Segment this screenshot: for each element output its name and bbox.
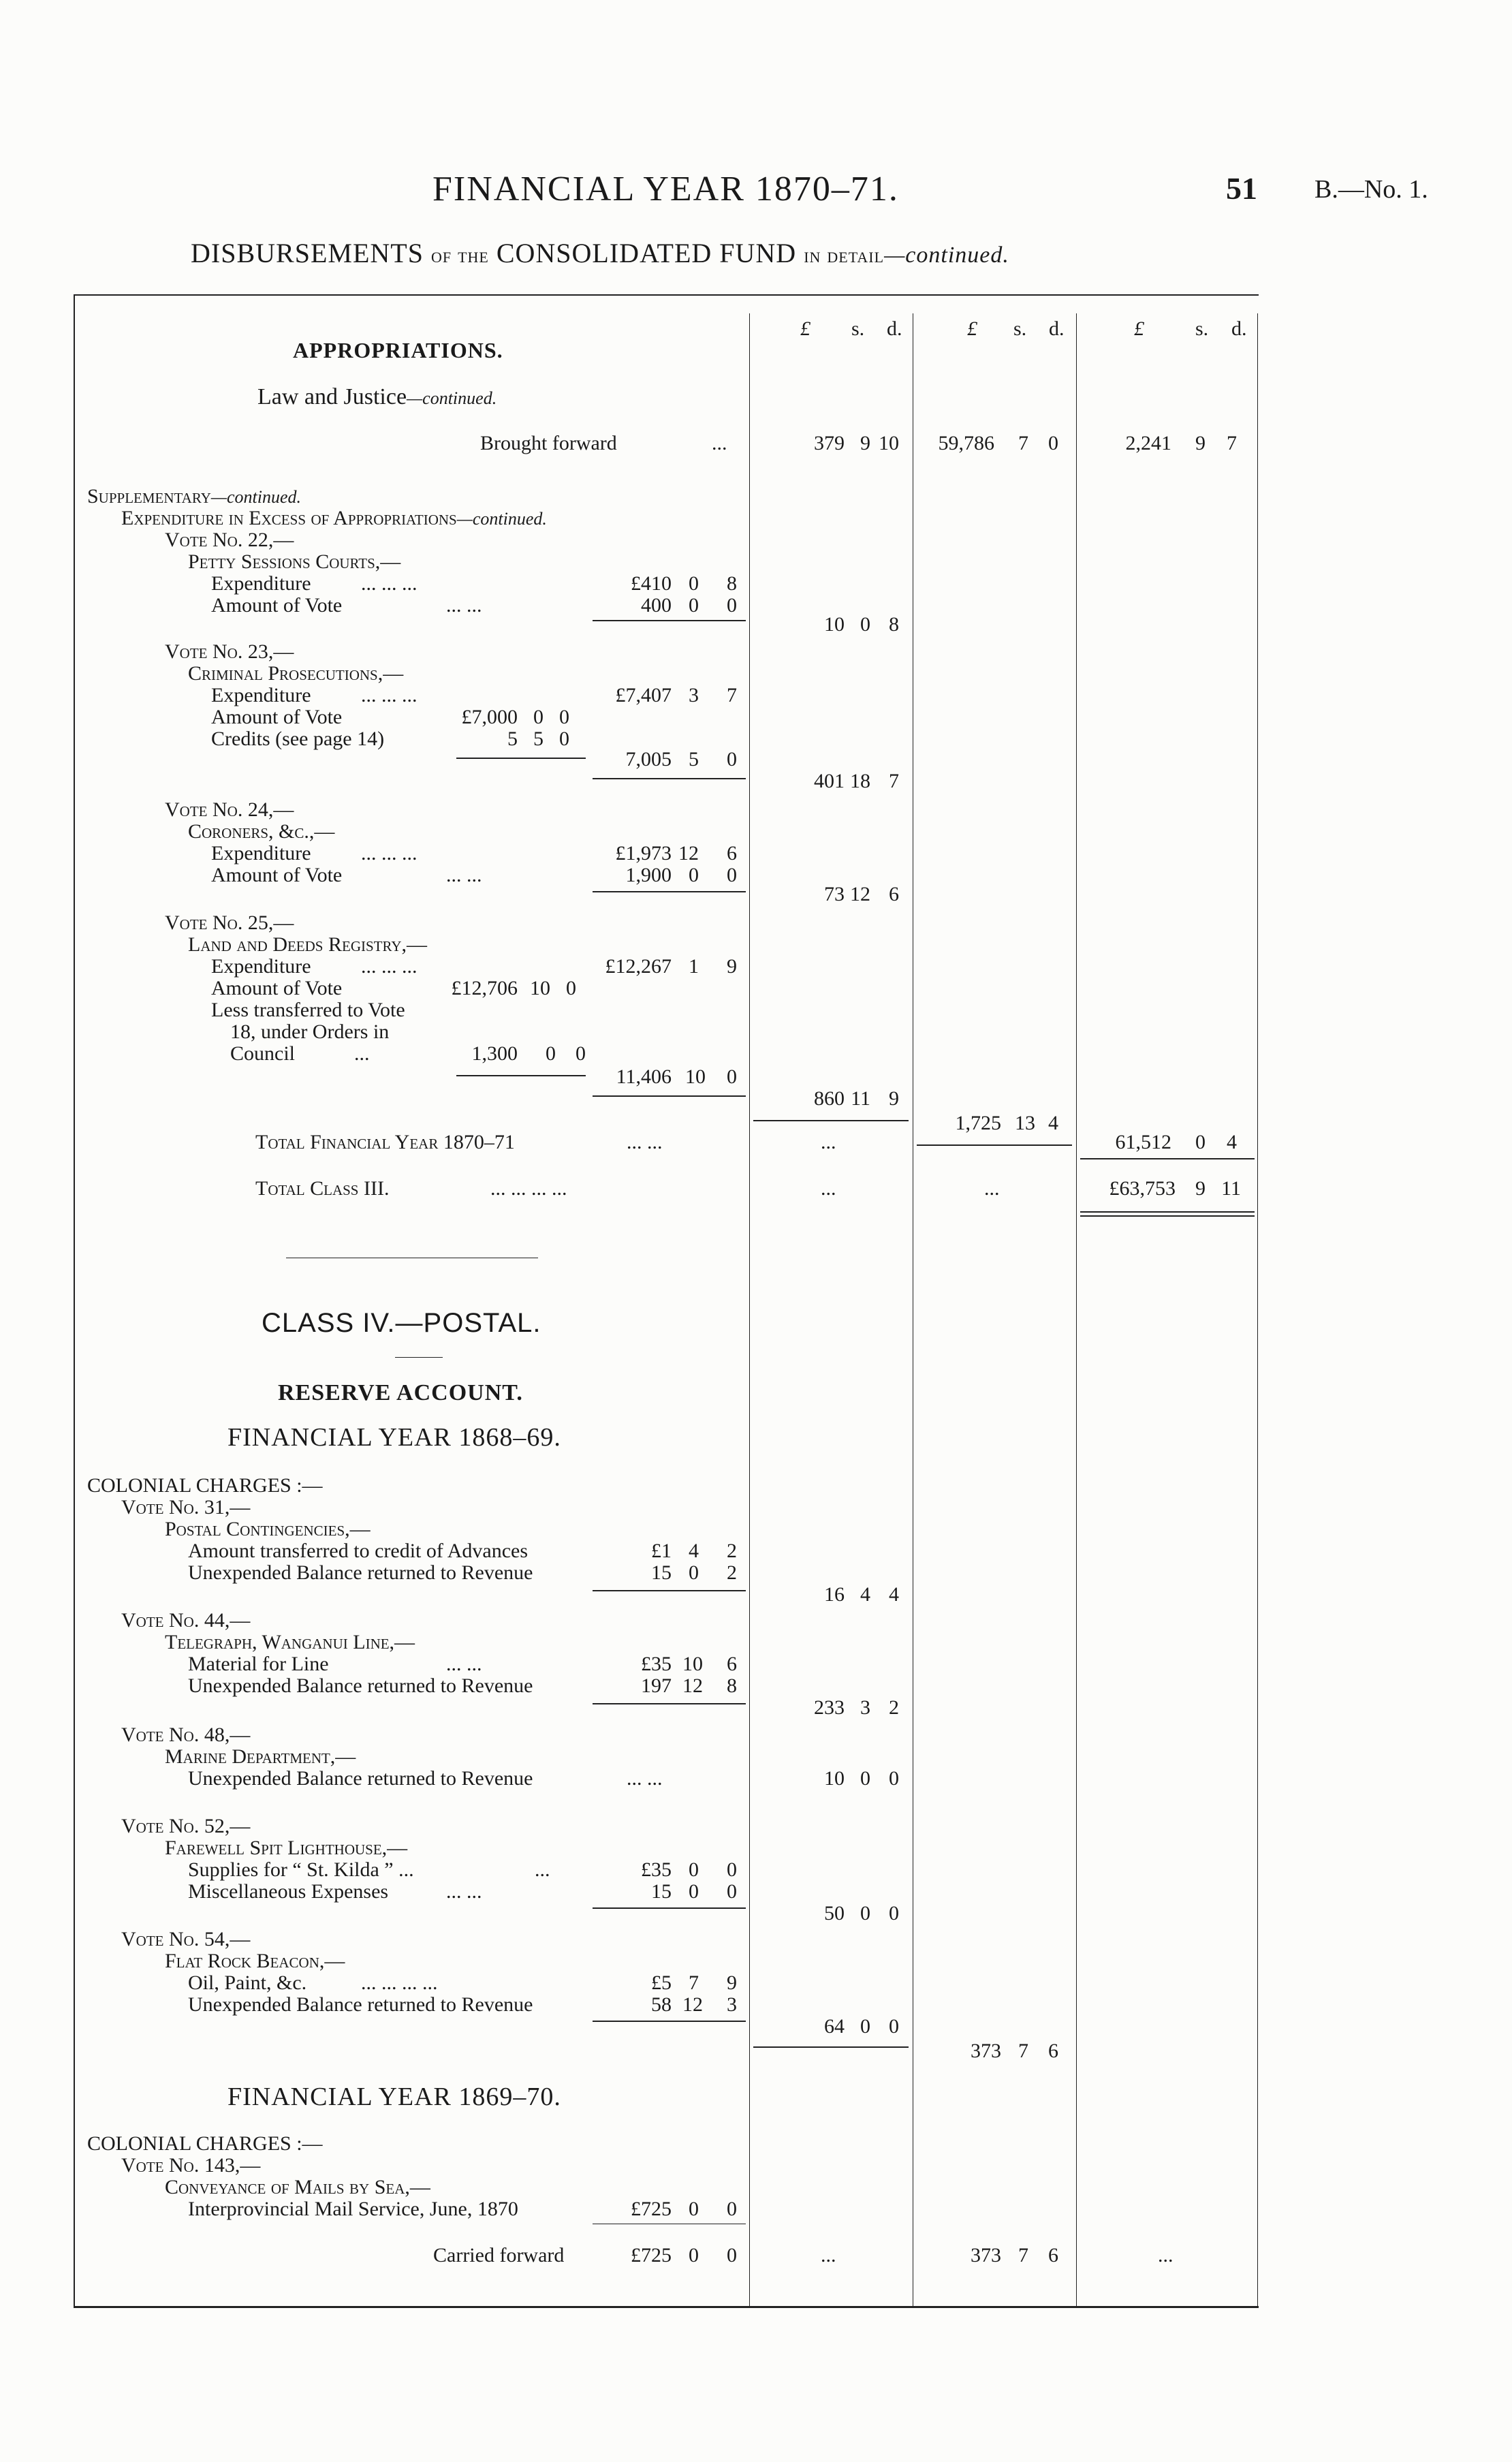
vote23-net-pounds: 7,005 xyxy=(625,748,672,770)
vote23-expenditure-pounds: £7,407 xyxy=(615,684,672,706)
vote143-line1: Interprovincial Mail Service, June, 1870 xyxy=(188,2198,518,2220)
table-bottom-rule xyxy=(74,2306,1259,2308)
col3-pence-head: d. xyxy=(1231,317,1247,340)
vote52-line2-pounds: 15 xyxy=(651,1880,672,1903)
vote31-line2-shillings: 0 xyxy=(689,1561,699,1584)
vote23-result-pence: 7 xyxy=(889,770,899,792)
fy-1869-heading: FINANCIAL YEAR 1869–70. xyxy=(227,2083,561,2111)
vote23-amount-vote-pence: 0 xyxy=(559,706,569,728)
vote44-line2-pence: 8 xyxy=(727,1674,737,1697)
vote52-line2-shillings: 0 xyxy=(689,1880,699,1903)
colonial-charges-label: COLONIAL CHARGES :— xyxy=(87,1474,323,1497)
carried-forward-col2-pounds: 373 xyxy=(971,2244,1001,2266)
vote25-result-pence: 9 xyxy=(889,1087,899,1110)
vote44-line1: Material for Line xyxy=(188,1653,329,1675)
vote23-inner-rule xyxy=(456,758,586,759)
vote23-expenditure-dots: ... ... ... xyxy=(361,684,418,706)
total-class-col3-shillings: 9 xyxy=(1195,1177,1206,1200)
vote52-rule xyxy=(593,1907,746,1909)
vote25-amount-vote-shillings: 10 xyxy=(530,977,550,999)
vote52-line1-shillings: 0 xyxy=(689,1858,699,1881)
col1-postal-subtotal-rule xyxy=(753,2046,909,2048)
vote25-result-shillings: 11 xyxy=(851,1087,870,1110)
vote25-less-dots: ... xyxy=(354,1042,370,1065)
vote24-amount-vote-pence: 0 xyxy=(727,864,737,886)
carried-forward-shillings: 0 xyxy=(689,2244,699,2266)
vote44-result-pence: 2 xyxy=(889,1696,899,1719)
vote24-expenditure-pounds: £1,973 xyxy=(615,842,672,864)
vote31-line1-pence: 2 xyxy=(727,1540,737,1562)
class4-heading: CLASS IV.—POSTAL. xyxy=(262,1308,541,1338)
vote22-rule xyxy=(593,620,746,621)
vote54-line1-pence: 9 xyxy=(727,1972,737,1994)
vote22-result-pounds: 10 xyxy=(824,613,845,636)
appropriations-heading: APPROPRIATIONS. xyxy=(293,338,503,362)
col1-pounds-head: £ xyxy=(800,317,810,340)
col3-double-rule-2 xyxy=(1080,1215,1255,1217)
bf-col2-pence: 0 xyxy=(1048,432,1058,454)
vote52-line2-dots: ... ... xyxy=(446,1880,482,1903)
vote52-result-shillings: 0 xyxy=(860,1902,870,1925)
vote23-result-shillings: 18 xyxy=(850,770,870,792)
vote25-expenditure-label: Expenditure xyxy=(211,955,311,978)
vote31-result-shillings: 4 xyxy=(860,1583,870,1606)
vote44-line1-pounds: £35 xyxy=(641,1653,672,1675)
vote54-rule xyxy=(593,2021,746,2022)
vote44-result-pounds: 233 xyxy=(814,1696,845,1719)
subtitle-part: of the xyxy=(430,243,489,267)
vote22-expenditure-label: Expenditure xyxy=(211,572,311,595)
total-class-label: Total Class III. xyxy=(255,1177,390,1200)
col3-total-rule xyxy=(1080,1158,1255,1159)
law-subtotal-pounds: 1,725 xyxy=(955,1112,1001,1134)
vote25-net-shillings: 10 xyxy=(685,1065,706,1088)
vote54-line1: Oil, Paint, &c. xyxy=(188,1972,307,1994)
vote52-line1-pounds: £35 xyxy=(641,1858,672,1881)
excess-cont: —continued. xyxy=(456,509,547,529)
vote24-amount-vote-pounds: 1,900 xyxy=(625,864,672,886)
vote31-line1: Amount transferred to credit of Advances xyxy=(188,1540,528,1562)
vote24-expenditure-shillings: 12 xyxy=(678,842,699,864)
section-subtitle xyxy=(191,237,1009,269)
carried-forward-pence: 0 xyxy=(727,2244,737,2266)
vote52-line1: Supplies for “ St. Kilda ” ... xyxy=(188,1858,414,1881)
vote143-line1-pence: 0 xyxy=(727,2198,737,2220)
vote54-line1-dots: ... ... ... ... xyxy=(361,1972,438,1994)
vote23-expenditure-pence: 7 xyxy=(727,684,737,706)
vote54-label: Vote No. 54,— xyxy=(121,1928,251,1950)
vote143-label: Vote No. 143,— xyxy=(121,2154,261,2177)
vote31-rule xyxy=(593,1590,746,1591)
vote52-name: Farewell Spit Lighthouse,— xyxy=(165,1837,408,1859)
vote54-result-shillings: 0 xyxy=(860,2015,870,2038)
vote25-name: Land and Deeds Registry,— xyxy=(188,933,427,956)
supplementary-cont: —continued. xyxy=(210,487,302,507)
column-divider-4 xyxy=(1257,313,1258,2306)
vote48-result-shillings: 0 xyxy=(860,1767,870,1790)
vote54-line1-shillings: 7 xyxy=(689,1972,699,1994)
vote52-line2: Miscellaneous Expenses xyxy=(188,1880,389,1903)
vote22-result-pence: 8 xyxy=(889,613,899,636)
vote25-less-pounds: 1,300 xyxy=(471,1042,518,1065)
table-top-rule xyxy=(74,294,1259,296)
vote44-line2: Unexpended Balance returned to Revenue xyxy=(188,1674,533,1697)
vote23-net-shillings: 5 xyxy=(689,748,699,770)
vote24-expenditure-dots: ... ... ... xyxy=(361,842,418,864)
page-title: FINANCIAL YEAR 1870–71. xyxy=(432,170,899,208)
vote48-result-pence: 0 xyxy=(889,1767,899,1790)
vote54-result-pounds: 64 xyxy=(824,2015,845,2038)
excess-heading xyxy=(121,507,547,530)
vote24-result-shillings: 12 xyxy=(850,883,870,905)
vote23-amount-vote-shillings: 0 xyxy=(533,706,544,728)
vote23-label: Vote No. 23,— xyxy=(165,640,294,663)
law-justice-label: Law and Justice xyxy=(257,384,407,409)
subtitle-part: —continued. xyxy=(884,243,1009,268)
vote25-amount-vote-pounds: £12,706 xyxy=(451,977,518,999)
vote54-line2-pence: 3 xyxy=(727,1993,737,2016)
total-class-dots: ... ... ... ... xyxy=(490,1177,567,1200)
postal-subtotal-pounds: 373 xyxy=(971,2040,1001,2062)
postal-subtotal-shillings: 7 xyxy=(1018,2040,1028,2062)
vote22-amount-vote-pence: 0 xyxy=(727,594,737,617)
page-number: 51 xyxy=(1226,171,1257,206)
vote23-amount-vote-pounds: £7,000 xyxy=(461,706,518,728)
total-class-col3-pence: 11 xyxy=(1221,1177,1241,1200)
total-class-col2: ... xyxy=(984,1177,1000,1200)
bf-col2-shillings: 7 xyxy=(1018,432,1028,454)
vote48-line1: Unexpended Balance returned to Revenue xyxy=(188,1767,533,1790)
vote24-result-pounds: 73 xyxy=(824,883,845,905)
vote24-result-pence: 6 xyxy=(889,883,899,905)
bf-col3-shillings: 9 xyxy=(1195,432,1206,454)
vote44-line2-shillings: 12 xyxy=(682,1674,703,1697)
vote24-rule xyxy=(593,891,746,892)
law-justice-heading xyxy=(257,386,497,409)
vote44-line2-pounds: 197 xyxy=(641,1674,672,1697)
vote52-result-pence: 0 xyxy=(889,1902,899,1925)
bf-col3-pence: 7 xyxy=(1227,432,1237,454)
total-class-col3-pounds: £63,753 xyxy=(1109,1177,1176,1200)
vote31-line1-shillings: 4 xyxy=(689,1540,699,1562)
vote52-line1-dots: ... xyxy=(535,1858,550,1881)
vote25-rule xyxy=(593,1095,746,1097)
vote25-less-line3: Council xyxy=(230,1042,295,1065)
col2-total-rule xyxy=(917,1144,1072,1146)
vote22-expenditure-shillings: 0 xyxy=(689,572,699,595)
reserve-account-heading: RESERVE ACCOUNT. xyxy=(278,1380,523,1405)
bf-col3-pounds: 2,241 xyxy=(1125,432,1171,454)
col1-pence-head: d. xyxy=(887,317,902,340)
vote25-net-pence: 0 xyxy=(727,1065,737,1088)
col2-shillings-head: s. xyxy=(1013,317,1027,340)
table-left-rule xyxy=(74,294,75,2307)
total-fy-col1: ... xyxy=(821,1131,836,1153)
subtitle-part: CONSOLIDATED FUND xyxy=(496,238,797,268)
subtitle-part: DISBURSEMENTS xyxy=(191,238,424,268)
vote54-name: Flat Rock Beacon,— xyxy=(165,1950,345,1972)
supplementary-label: Supplementary xyxy=(87,485,211,508)
vote23-amount-vote-label: Amount of Vote xyxy=(211,706,343,728)
carried-forward-col3: ... xyxy=(1158,2244,1174,2266)
bf-col2-pounds: 59,786 xyxy=(938,432,994,454)
carried-forward-col2-pence: 6 xyxy=(1048,2244,1058,2266)
vote24-amount-vote-shillings: 0 xyxy=(689,864,699,886)
vote31-result-pounds: 16 xyxy=(824,1583,845,1606)
vote22-expenditure-dots: ... ... ... xyxy=(361,572,418,595)
law-subtotal-shillings: 13 xyxy=(1015,1112,1035,1134)
vote24-expenditure-label: Expenditure xyxy=(211,842,311,864)
vote25-less-shillings: 0 xyxy=(546,1042,556,1065)
vote54-line2: Unexpended Balance returned to Revenue xyxy=(188,1993,533,2016)
vote23-credits-label: Credits (see page 14) xyxy=(211,728,385,750)
vote44-label: Vote No. 44,— xyxy=(121,1609,251,1632)
vote52-line2-pence: 0 xyxy=(727,1880,737,1903)
vote31-name: Postal Contingencies,— xyxy=(165,1518,371,1540)
vote31-line2: Unexpended Balance returned to Revenue xyxy=(188,1561,533,1584)
vote23-credits-shillings: 5 xyxy=(533,728,544,750)
vote25-less-line1: Less transferred to Vote xyxy=(211,999,405,1021)
vote22-amount-vote-label: Amount of Vote xyxy=(211,594,343,617)
law-justice-cont: —continued. xyxy=(407,388,497,408)
vote25-less-line2: 18, under Orders in xyxy=(230,1020,390,1043)
vote25-expenditure-shillings: 1 xyxy=(689,955,699,978)
vote22-amount-vote-dots: ... ... xyxy=(446,594,482,617)
col1-subtotal-rule xyxy=(753,1120,909,1121)
vote23-net-pence: 0 xyxy=(727,748,737,770)
vote23-expenditure-shillings: 3 xyxy=(689,684,699,706)
vote143-line1-pounds: £725 xyxy=(631,2198,672,2220)
vote44-line1-shillings: 10 xyxy=(682,1653,703,1675)
postal-subtotal-pence: 6 xyxy=(1048,2040,1058,2062)
col1-shillings-head: s. xyxy=(851,317,865,340)
carried-forward-col1: ... xyxy=(821,2244,836,2266)
total-fy-col3-pence: 4 xyxy=(1227,1131,1237,1153)
vote22-label: Vote No. 22,— xyxy=(165,529,294,551)
vote31-line2-pounds: 15 xyxy=(651,1561,672,1584)
vote23-name: Criminal Prosecutions,— xyxy=(188,662,404,685)
vote52-line1-pence: 0 xyxy=(727,1858,737,1881)
vote31-label: Vote No. 31,— xyxy=(121,1496,251,1518)
vote22-expenditure-pounds: £410 xyxy=(631,572,672,595)
vote52-result-pounds: 50 xyxy=(824,1902,845,1925)
vote25-inner-rule xyxy=(456,1075,586,1076)
total-fy-col3-shillings: 0 xyxy=(1195,1131,1206,1153)
vote22-name: Petty Sessions Courts,— xyxy=(188,550,401,573)
vote25-expenditure-dots: ... ... ... xyxy=(361,955,418,978)
vote22-result-shillings: 0 xyxy=(860,613,870,636)
vote48-label: Vote No. 48,— xyxy=(121,1724,251,1746)
vote23-credits-pounds: 5 xyxy=(507,728,518,750)
vote25-amount-vote-label: Amount of Vote xyxy=(211,977,343,999)
vote44-line1-pence: 6 xyxy=(727,1653,737,1675)
carried-forward-pounds: £725 xyxy=(631,2244,672,2266)
bf-col1-shillings: 9 xyxy=(860,432,870,454)
total-fy-col3-pounds: 61,512 xyxy=(1115,1131,1171,1153)
subtitle-part: in detail xyxy=(804,243,885,267)
vote24-expenditure-pence: 6 xyxy=(727,842,737,864)
vote25-amount-vote-pence: 0 xyxy=(566,977,576,999)
colonial-charges-label-2: COLONIAL CHARGES :— xyxy=(87,2132,323,2155)
vote54-line1-pounds: £5 xyxy=(651,1972,672,1994)
carried-forward-col2-shillings: 7 xyxy=(1018,2244,1028,2266)
vote23-rule xyxy=(593,778,746,779)
vote48-name: Marine Department,— xyxy=(165,1745,356,1768)
vote23-credits-pence: 0 xyxy=(559,728,569,750)
vote48-line1-dots: ... ... xyxy=(627,1767,663,1790)
vote31-line1-pounds: £1 xyxy=(651,1540,672,1562)
excess-label: Expenditure in Excess of Appropriations xyxy=(121,507,457,529)
vote25-less-pence: 0 xyxy=(576,1042,586,1065)
law-subtotal-pence: 4 xyxy=(1048,1112,1058,1134)
vote54-line2-shillings: 12 xyxy=(682,1993,703,2016)
column-divider-3 xyxy=(1076,313,1077,2306)
bf-col1-pounds: 379 xyxy=(814,432,845,454)
vote31-result-pence: 4 xyxy=(889,1583,899,1606)
vote25-net-pounds: 11,406 xyxy=(616,1065,672,1088)
col2-pence-head: d. xyxy=(1049,317,1065,340)
vote23-result-pounds: 401 xyxy=(814,770,845,792)
vote143-name: Conveyance of Mails by Sea,— xyxy=(165,2176,430,2198)
vote54-result-pence: 0 xyxy=(889,2015,899,2038)
vote25-expenditure-pounds: £12,267 xyxy=(605,955,672,978)
bf-col1-pence: 10 xyxy=(879,432,899,454)
vote54-line2-pounds: 58 xyxy=(651,1993,672,2016)
class4-heading-underline xyxy=(395,1357,443,1358)
vote44-rule xyxy=(593,1703,746,1704)
vote44-name: Telegraph, Wanganui Line,— xyxy=(165,1631,415,1653)
vote31-line2-pence: 2 xyxy=(727,1561,737,1584)
vote24-amount-vote-dots: ... ... xyxy=(446,864,482,886)
brought-forward-label: Brought forward xyxy=(480,432,617,454)
total-fy-dots: ... ... xyxy=(627,1131,663,1153)
column-divider-1 xyxy=(749,313,750,2306)
brought-forward-dots: ... xyxy=(712,432,727,454)
vote44-result-shillings: 3 xyxy=(860,1696,870,1719)
vote44-line1-dots: ... ... xyxy=(446,1653,482,1675)
total-fy-label: Total Financial Year 1870–71 xyxy=(255,1131,515,1153)
vote25-result-pounds: 860 xyxy=(814,1087,845,1110)
vote23-expenditure-label: Expenditure xyxy=(211,684,311,706)
vote24-amount-vote-label: Amount of Vote xyxy=(211,864,343,886)
vote25-expenditure-pence: 9 xyxy=(727,955,737,978)
supplementary-heading xyxy=(87,485,301,508)
document-reference: B.—No. 1. xyxy=(1314,175,1428,204)
vote24-name: Coroners, &c.,— xyxy=(188,820,335,843)
col3-shillings-head: s. xyxy=(1195,317,1209,340)
col2-pounds-head: £ xyxy=(967,317,977,340)
vote48-result-pounds: 10 xyxy=(824,1767,845,1790)
vote25-label: Vote No. 25,— xyxy=(165,911,294,934)
vote24-label: Vote No. 24,— xyxy=(165,798,294,821)
vote22-amount-vote-pounds: 400 xyxy=(641,594,672,617)
vote143-line1-shillings: 0 xyxy=(689,2198,699,2220)
fy-1868-heading: FINANCIAL YEAR 1868–69. xyxy=(227,1423,561,1452)
carried-forward-label: Carried forward xyxy=(433,2244,565,2266)
col3-double-rule-1 xyxy=(1080,1211,1255,1213)
vote52-label: Vote No. 52,— xyxy=(121,1815,251,1837)
col3-pounds-head: £ xyxy=(1134,317,1144,340)
total-class-col1: ... xyxy=(821,1177,836,1200)
vote22-amount-vote-shillings: 0 xyxy=(689,594,699,617)
vote22-expenditure-pence: 8 xyxy=(727,572,737,595)
